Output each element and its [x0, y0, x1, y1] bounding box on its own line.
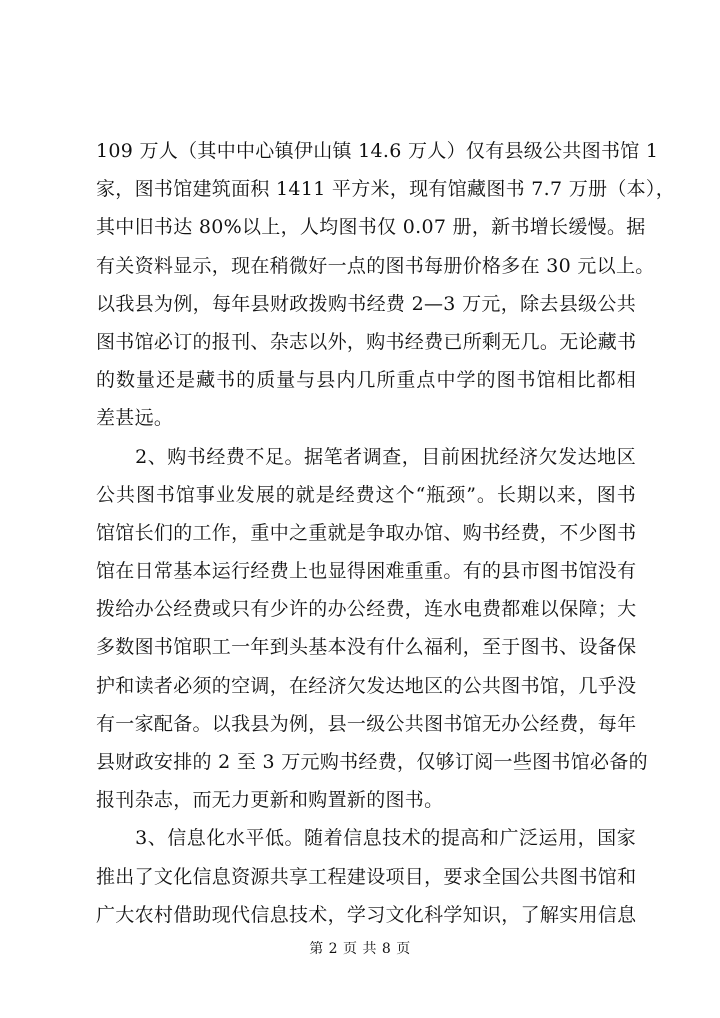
text-line-21: 广大农村借助现代信息技术，学习文化科学知识，了解实用信息: [96, 903, 637, 926]
text-line-1: 109 万人（其中中心镇伊山镇 14.6 万人）仅有县级公共图书馆 1: [96, 140, 659, 162]
page-number-footer: 第 2 页 共 8 页: [309, 941, 411, 957]
text-line-2: 家，图书馆建筑面积 1411 平方米，现有馆藏图书 7.7 万册（本），: [96, 178, 676, 201]
text-line-15: 护和读者必须的空调，在经济欠发达地区的公共图书馆，几乎没: [96, 674, 637, 697]
text-line-5: 以我县为例，每年县财政拨购书经费 2—3 万元，除去县级公共: [96, 292, 636, 315]
text-line-13: 拨给办公经费或只有少许的办公经费，连水电费都难以保障；大: [96, 598, 637, 621]
text-line-10: 公共图书馆事业发展的就是经费这个“瓶颈”。长期以来，图书: [96, 483, 636, 506]
text-line-9: 2、购书经费不足。据笔者调查，目前困扰经济欠发达地区: [96, 445, 636, 468]
text-line-18: 报刊杂志，而无力更新和购置新的图书。: [96, 789, 444, 812]
text-line-11: 馆馆长们的工作，重中之重就是争取办馆、购书经费，不少图书: [96, 521, 637, 544]
text-line-4: 有关资料显示，现在稍微好一点的图书每册价格多在 30 元以上。: [96, 254, 655, 277]
body-text: [96, 132, 676, 934]
text-line-20: 推出了文化信息资源共享工程建设项目，要求全国公共图书馆和: [96, 865, 637, 888]
text-line-3: 其中旧书达 80%以上，人均图书仅 0.07 册，新书增长缓慢。据: [96, 216, 646, 239]
text-line-19: 3、信息化水平低。随着信息技术的提高和广泛运用，国家: [96, 827, 636, 850]
text-line-7: 的数量还是藏书的质量与县内几所重点中学的图书馆相比都相: [96, 369, 636, 392]
text-line-16: 有一家配备。以我县为例，县一级公共图书馆无办公经费，每年: [96, 712, 637, 735]
text-line-6: 图书馆必订的报刊、杂志以外，购书经费已所剩无几。无论藏书: [96, 330, 637, 353]
text-line-8: 差甚远。: [96, 407, 174, 430]
text-line-14: 多数图书馆职工一年到头基本没有什么福利，至于图书、设备保: [96, 636, 637, 659]
text-line-17: 县财政安排的 2 至 3 万元购书经费，仅够订阅一些图书馆必备的: [96, 751, 648, 773]
text-line-12: 馆在日常基本运行经费上也显得困难重重。有的县市图书馆没有: [96, 560, 637, 583]
